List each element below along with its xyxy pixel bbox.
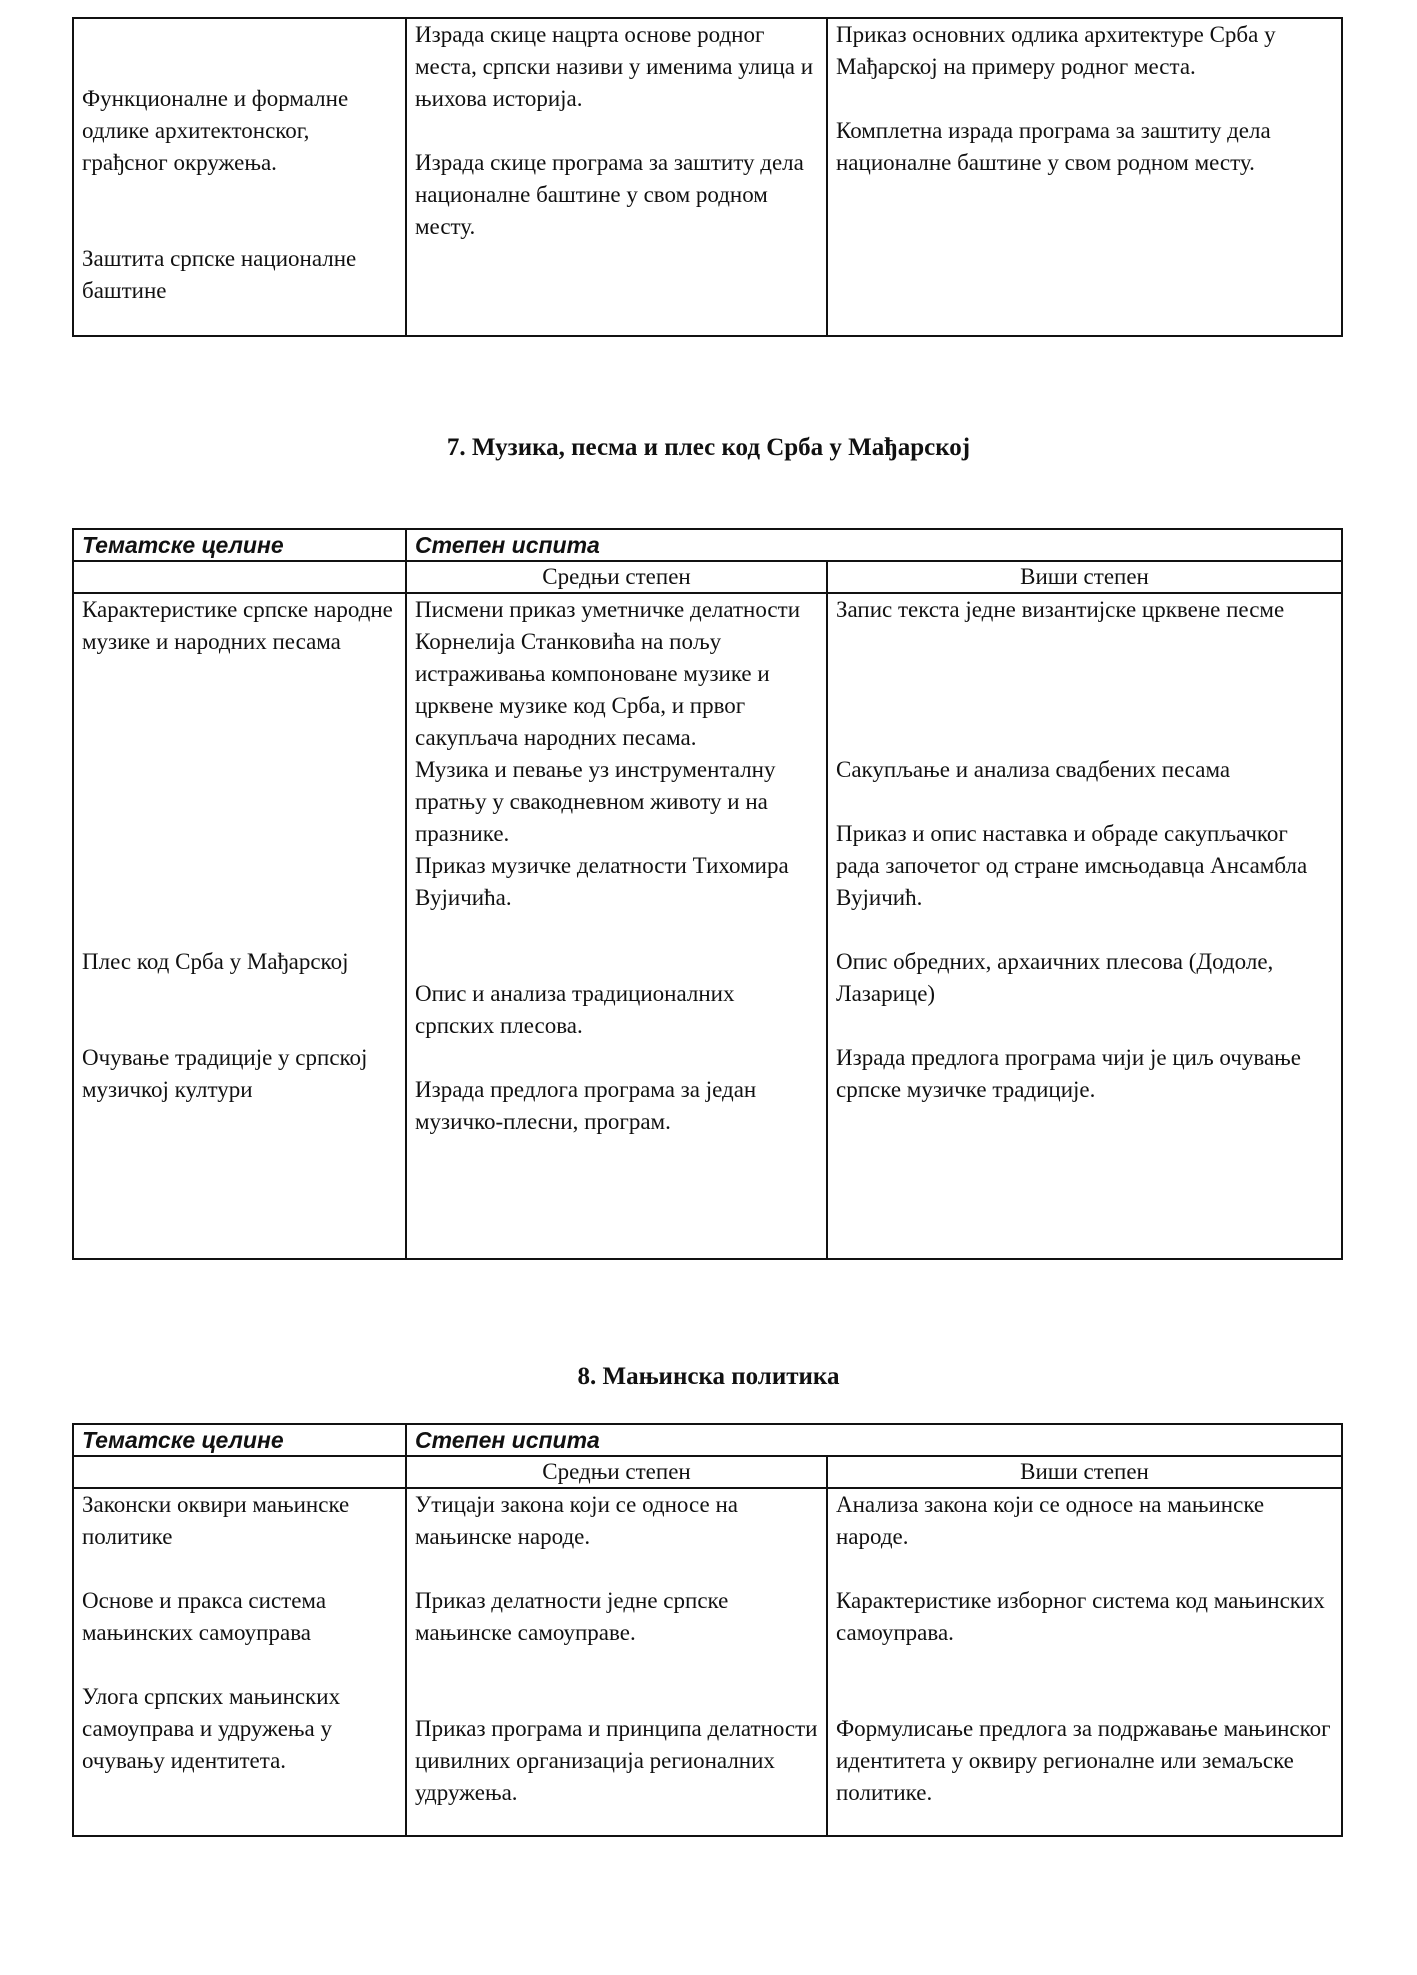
mid-text: Приказ музичке делатности Тихомира Вујичића. <box>415 853 789 910</box>
mid-text: Израда скице програма за заштиту дела националне баштине у свом родном месту. <box>415 150 804 239</box>
table-header-row <box>73 529 1342 561</box>
table-row <box>73 1488 1342 1836</box>
header-cell: Тематске целине <box>73 1424 406 1456</box>
mid-text: Утицаји закона који се односе на мањинске народе. <box>415 1492 738 1549</box>
table-cell <box>406 18 827 336</box>
table-cell <box>406 1488 827 1836</box>
section8-table <box>72 1423 1343 1837</box>
table-subheader-row <box>73 561 1342 593</box>
table-cell <box>406 593 827 1259</box>
topic-text: Очување традиције у српској музичкој култури <box>82 1045 368 1102</box>
topic-text: Законски оквири мањинске политике <box>82 1492 350 1549</box>
high-text: Запис текста једне византијске црквене песме <box>836 597 1285 622</box>
high-text: Комплетна израда програма за заштиту дела националне баштине у свом родном месту. <box>836 118 1271 175</box>
topic-text: Основе и пракса система мањинских самоуправа <box>82 1588 327 1645</box>
mid-text: Опис и анализа традиционалних српских плесова. <box>415 981 735 1038</box>
mid-text: Приказ делатности једне српске мањинске самоуправе. <box>415 1588 729 1645</box>
header-cell: Средњи степен <box>406 561 827 593</box>
mid-text: Музика и певање уз инструменталну пратњу у свакодневном животу и на празнике. <box>415 757 776 846</box>
mid-text: Приказ програма и принципа делатности цивилних организација регионалних удружења. <box>415 1716 818 1805</box>
table-cell <box>827 18 1342 336</box>
table-row <box>73 18 1342 336</box>
topic-text: Функционалне и формалне одлике архитектонског, грађсног окружења. <box>82 86 349 175</box>
table-header-row <box>73 1424 1342 1456</box>
high-text: Опис обредних, архаичних плесова (Додоле, Лазарице) <box>836 949 1274 1006</box>
topic-text: Улога српских мањинских самоуправа и удружења у очувању идентитета. <box>82 1684 341 1773</box>
mid-text: Писмени приказ уметничке делатности Корнелија Станковића на пољу истраживања компоноване музике и црквене музике код Срба, и првог сакупљача народних песама. <box>415 597 801 750</box>
high-text: Приказ основних одлика архитектуре Срба у Мађарској на примеру родног места. <box>836 22 1276 79</box>
high-text: Формулисање предлога за подржавање мањинског идентитета у оквиру регионалне или земаљске политике. <box>836 1716 1331 1805</box>
header-cell: Виши степен <box>827 561 1342 593</box>
table-cell <box>73 18 406 336</box>
header-cell: Степен испита <box>406 1424 1342 1456</box>
top-table <box>72 17 1343 337</box>
table-cell <box>827 1488 1342 1836</box>
header-cell: Степен испита <box>406 529 1342 561</box>
mid-text: Израда предлога програма за један музичко-плесни, програм. <box>415 1077 757 1134</box>
table-cell <box>73 1488 406 1836</box>
header-cell: Средњи степен <box>406 1456 827 1488</box>
table-subheader-row <box>73 1456 1342 1488</box>
header-cell <box>73 1456 406 1488</box>
table-cell <box>827 593 1342 1259</box>
high-text: Карактеристике изборног система код мањинских самоуправа. <box>836 1588 1325 1645</box>
topic-text: Карактеристике српске народне музике и народних песама <box>82 597 393 654</box>
high-text: Израда предлога програма чији је циљ очување српске музичке традиције. <box>836 1045 1301 1102</box>
section7-table <box>72 528 1343 1260</box>
header-cell: Виши степен <box>827 1456 1342 1488</box>
section-title: 8. Мањинска политика <box>577 1363 840 1390</box>
header-cell <box>73 561 406 593</box>
high-text: Приказ и опис наставка и обраде сакупљачког рада започетог од стране имсњодавца Ансамбла Вујичић. <box>836 821 1308 910</box>
topic-text: Плес код Срба у Мађарској <box>82 949 349 974</box>
mid-text: Израда скице нацрта основе родног места, српски називи у именима улица и њихова историја. <box>415 22 814 111</box>
topic-text: Заштита српске националне баштине <box>82 246 357 303</box>
high-text: Сакупљање и анализа свадбених песама <box>836 757 1231 782</box>
table-cell <box>73 593 406 1259</box>
section-title: 7. Музика, песма и плес код Срба у Мађарској <box>446 434 971 461</box>
header-cell: Тематске целине <box>73 529 406 561</box>
table-row <box>73 593 1342 1259</box>
high-text: Анализа закона који се односе на мањинске народе. <box>836 1492 1265 1549</box>
